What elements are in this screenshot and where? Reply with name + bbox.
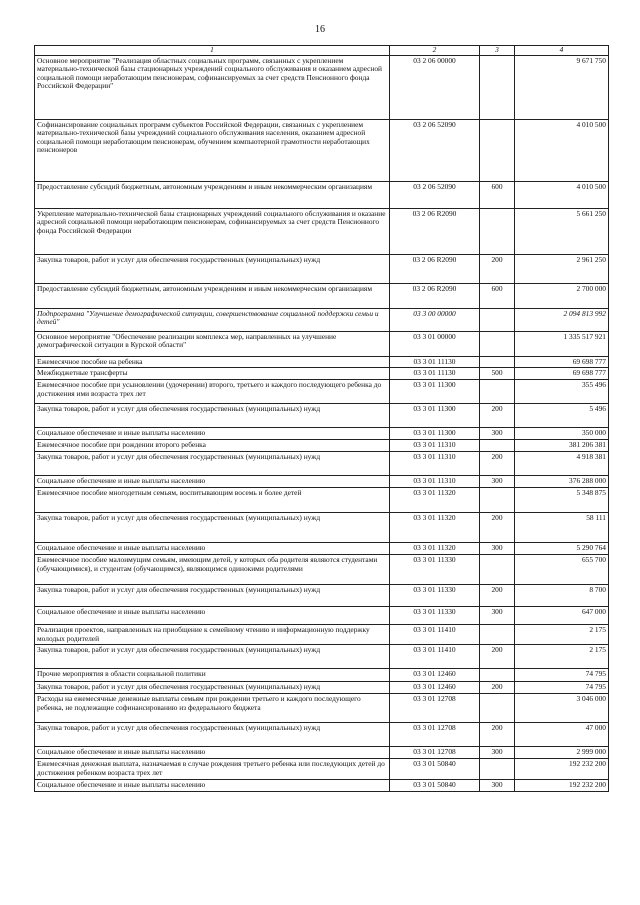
row-code: 03 3 00 00000 — [390, 308, 480, 331]
row-sum: 2 700 000 — [515, 283, 609, 308]
row-sum: 2 999 000 — [515, 747, 609, 759]
row-code: 03 3 01 11330 — [390, 607, 480, 625]
table-row — [35, 55, 609, 119]
row-sum: 2 961 250 — [515, 254, 609, 283]
row-code: 03 3 01 50840 — [390, 759, 480, 779]
row-code: 03 3 01 11330 — [390, 585, 480, 607]
row-type: 300 — [480, 779, 515, 791]
row-sum: 5 290 764 — [515, 543, 609, 555]
table-row — [35, 283, 609, 308]
row-name: Расходы на ежемесячные денежные выплаты семьям при рождении третьего и каждого последующего ребенка, не подлежащие софинансированию из федерального бюджета — [35, 694, 390, 723]
row-code: 03 3 01 12460 — [390, 669, 480, 682]
row-code: 03 3 01 11310 — [390, 440, 480, 452]
row-name: Закупка товаров, работ и услуг для обеспечения государственных (муниципальных) нужд — [35, 723, 390, 747]
row-code: 03 3 01 11130 — [390, 356, 480, 368]
row-type: 200 — [480, 452, 515, 476]
row-sum: 192 232 200 — [515, 779, 609, 791]
row-code: 03 2 06 52090 — [390, 119, 480, 181]
row-name: Основное мероприятие "Реализация областных социальных программ, связанных с укреплением материально-технической базы стационарных учреждений социального обслуживания и оказанием адресной социальной помощи неработающим пенсионерам, софинансируемых за счет средств Пенсионного фонда Российской Федерации" — [35, 55, 390, 119]
row-name: Предоставление субсидий бюджетным, автономным учреждениям и иным некоммерческим организациям — [35, 181, 390, 208]
table-row — [35, 476, 609, 488]
table-row — [35, 404, 609, 428]
row-type — [480, 440, 515, 452]
row-type: 300 — [480, 428, 515, 440]
page-number: 16 — [315, 24, 325, 35]
table-row — [35, 308, 609, 331]
row-code: 03 3 01 50840 — [390, 779, 480, 791]
row-sum: 74 795 — [515, 669, 609, 682]
row-type: 200 — [480, 682, 515, 694]
row-type: 200 — [480, 723, 515, 747]
row-name: Социальное обеспечение и иные выплаты населению — [35, 543, 390, 555]
row-type: 300 — [480, 476, 515, 488]
row-name: Социальное обеспечение и иные выплаты населению — [35, 476, 390, 488]
row-sum: 5 661 250 — [515, 208, 609, 254]
row-code: 03 3 01 12708 — [390, 723, 480, 747]
row-name: Ежемесячное пособие многодетным семьям, воспитывающим восемь и более детей — [35, 488, 390, 513]
row-sum: 5 496 — [515, 404, 609, 428]
row-sum: 647 000 — [515, 607, 609, 625]
row-code: 03 3 01 11300 — [390, 404, 480, 428]
row-code: 03 3 01 12708 — [390, 747, 480, 759]
table-header-row — [35, 46, 609, 56]
row-sum: 4 010 500 — [515, 181, 609, 208]
row-type: 500 — [480, 368, 515, 380]
row-type — [480, 356, 515, 368]
table-row — [35, 669, 609, 682]
row-type — [480, 331, 515, 356]
row-name: Основное мероприятие "Обеспечение реализации комплекса мер, направленных на улучшение демографической ситуации в Курской области" — [35, 331, 390, 356]
table-row — [35, 555, 609, 585]
row-sum: 1 335 517 921 — [515, 331, 609, 356]
row-code: 03 3 01 00000 — [390, 331, 480, 356]
row-code: 03 3 01 11320 — [390, 513, 480, 543]
row-name: Межбюджетные трансферты — [35, 368, 390, 380]
table-row — [35, 513, 609, 543]
table-row — [35, 488, 609, 513]
row-type — [480, 759, 515, 779]
row-type: 600 — [480, 181, 515, 208]
row-name: Закупка товаров, работ и услуг для обеспечения государственных (муниципальных) нужд — [35, 452, 390, 476]
row-type — [480, 555, 515, 585]
row-sum: 9 671 750 — [515, 55, 609, 119]
table-row — [35, 119, 609, 181]
row-name: Укрепление материально-технической базы стационарных учреждений социального обслуживания и оказание адресной социальной помощи неработающим пенсионерам, софинансируемых за счет средств Пенсионного фонда Российской Федерации — [35, 208, 390, 254]
row-code: 03 3 01 11410 — [390, 625, 480, 645]
row-type: 200 — [480, 404, 515, 428]
row-sum: 2 175 — [515, 645, 609, 669]
row-sum: 381 206 381 — [515, 440, 609, 452]
row-sum: 58 111 — [515, 513, 609, 543]
table-row — [35, 380, 609, 404]
row-name: Социальное обеспечение и иные выплаты населению — [35, 428, 390, 440]
row-name: Подпрограмма "Улучшение демографической ситуации, совершенствование социальной поддержки семьи и детей" — [35, 308, 390, 331]
row-code: 03 3 01 12460 — [390, 682, 480, 694]
row-sum: 355 496 — [515, 380, 609, 404]
row-name: Ежемесячное пособие при усыновлении (удочерении) второго, третьего и каждого последующего ребенка до достижения ими возраста трех лет — [35, 380, 390, 404]
row-code: 03 2 06 00000 — [390, 55, 480, 119]
row-code: 03 3 01 11320 — [390, 543, 480, 555]
row-type — [480, 55, 515, 119]
table-row — [35, 694, 609, 723]
row-sum: 350 000 — [515, 428, 609, 440]
row-name: Прочие мероприятия в области социальной политики — [35, 669, 390, 682]
table-row — [35, 254, 609, 283]
row-name: Ежемесячное пособие при рождении второго ребенка — [35, 440, 390, 452]
row-type — [480, 694, 515, 723]
header-col-3: 3 — [480, 46, 515, 56]
row-type: 300 — [480, 607, 515, 625]
row-code: 03 2 06 R2090 — [390, 283, 480, 308]
row-name: Закупка товаров, работ и услуг для обеспечения государственных (муниципальных) нужд — [35, 404, 390, 428]
budget-table — [34, 45, 609, 792]
row-name: Социальное обеспечение и иные выплаты населению — [35, 607, 390, 625]
row-code: 03 3 01 11300 — [390, 380, 480, 404]
row-code: 03 3 01 11300 — [390, 428, 480, 440]
row-code: 03 3 01 11410 — [390, 645, 480, 669]
row-sum: 192 232 200 — [515, 759, 609, 779]
row-name: Предоставление субсидий бюджетным, автономным учреждениям и иным некоммерческим организациям — [35, 283, 390, 308]
row-code: 03 3 01 11310 — [390, 476, 480, 488]
table-row — [35, 543, 609, 555]
table-row — [35, 723, 609, 747]
table-row — [35, 208, 609, 254]
row-sum: 69 698 777 — [515, 356, 609, 368]
row-sum: 69 698 777 — [515, 368, 609, 380]
row-sum: 376 288 000 — [515, 476, 609, 488]
table-row — [35, 607, 609, 625]
table-row — [35, 585, 609, 607]
table-row — [35, 368, 609, 380]
row-sum: 8 700 — [515, 585, 609, 607]
table-row — [35, 452, 609, 476]
row-name: Закупка товаров, работ и услуг для обеспечения государственных (муниципальных) нужд — [35, 254, 390, 283]
table-row — [35, 779, 609, 791]
row-name: Ежемесячное пособие на ребенка — [35, 356, 390, 368]
row-code: 03 2 06 R2090 — [390, 208, 480, 254]
row-type: 200 — [480, 513, 515, 543]
table-row — [35, 645, 609, 669]
row-sum: 5 348 875 — [515, 488, 609, 513]
row-sum: 2 094 813 992 — [515, 308, 609, 331]
row-name: Закупка товаров, работ и услуг для обеспечения государственных (муниципальных) нужд — [35, 513, 390, 543]
row-code: 03 2 06 R2090 — [390, 254, 480, 283]
row-type: 200 — [480, 645, 515, 669]
row-sum: 3 046 000 — [515, 694, 609, 723]
table-row — [35, 759, 609, 779]
row-name: Социальное обеспечение и иные выплаты населению — [35, 779, 390, 791]
row-sum: 47 000 — [515, 723, 609, 747]
row-type — [480, 308, 515, 331]
row-code: 03 2 06 52090 — [390, 181, 480, 208]
row-name: Закупка товаров, работ и услуг для обеспечения государственных (муниципальных) нужд — [35, 585, 390, 607]
row-code: 03 3 01 11130 — [390, 368, 480, 380]
header-col-1: 1 — [35, 46, 390, 56]
table-row — [35, 625, 609, 645]
header-col-4: 4 — [515, 46, 609, 56]
row-name: Ежемесячная денежная выплата, назначаемая в случае рождения третьего ребенка или последующих детей до достижения ребенком возраста трех лет — [35, 759, 390, 779]
row-type — [480, 625, 515, 645]
row-type — [480, 119, 515, 181]
table-row — [35, 356, 609, 368]
row-name: Реализация проектов, направленных на приобщение к семейному чтению и информационную поддержку молодых родителей — [35, 625, 390, 645]
header-col-2: 2 — [390, 46, 480, 56]
table-row — [35, 440, 609, 452]
row-sum: 74 795 — [515, 682, 609, 694]
row-type: 300 — [480, 747, 515, 759]
row-code: 03 3 01 11320 — [390, 488, 480, 513]
row-type: 200 — [480, 254, 515, 283]
row-name: Закупка товаров, работ и услуг для обеспечения государственных (муниципальных) нужд — [35, 645, 390, 669]
row-sum: 2 175 — [515, 625, 609, 645]
row-type — [480, 488, 515, 513]
row-code: 03 3 01 12708 — [390, 694, 480, 723]
row-sum: 655 700 — [515, 555, 609, 585]
row-name: Софинансирование социальных программ субъектов Российской Федерации, связанных с укреплением материально-технической базы учреждений социального обслуживания населения, оказанием адресной социальной помощи неработающим пенсионерам, обучением компьютерной грамотности неработающих пенсионеров — [35, 119, 390, 181]
table-row — [35, 747, 609, 759]
table-row — [35, 428, 609, 440]
row-code: 03 3 01 11310 — [390, 452, 480, 476]
row-type — [480, 380, 515, 404]
row-type — [480, 208, 515, 254]
row-name: Социальное обеспечение и иные выплаты населению — [35, 747, 390, 759]
row-name: Закупка товаров, работ и услуг для обеспечения государственных (муниципальных) нужд — [35, 682, 390, 694]
table-row — [35, 682, 609, 694]
row-type: 300 — [480, 543, 515, 555]
row-code: 03 3 01 11330 — [390, 555, 480, 585]
table-row — [35, 331, 609, 356]
row-type: 200 — [480, 585, 515, 607]
row-type — [480, 669, 515, 682]
row-sum: 4 918 381 — [515, 452, 609, 476]
table-row — [35, 181, 609, 208]
row-type: 600 — [480, 283, 515, 308]
row-name: Ежемесячное пособие малоимущим семьям, имеющим детей, у которых оба родителя являются студентами (обучающимися), и студентам (обучающимся), являющимся одинокими родителями — [35, 555, 390, 585]
row-sum: 4 010 500 — [515, 119, 609, 181]
